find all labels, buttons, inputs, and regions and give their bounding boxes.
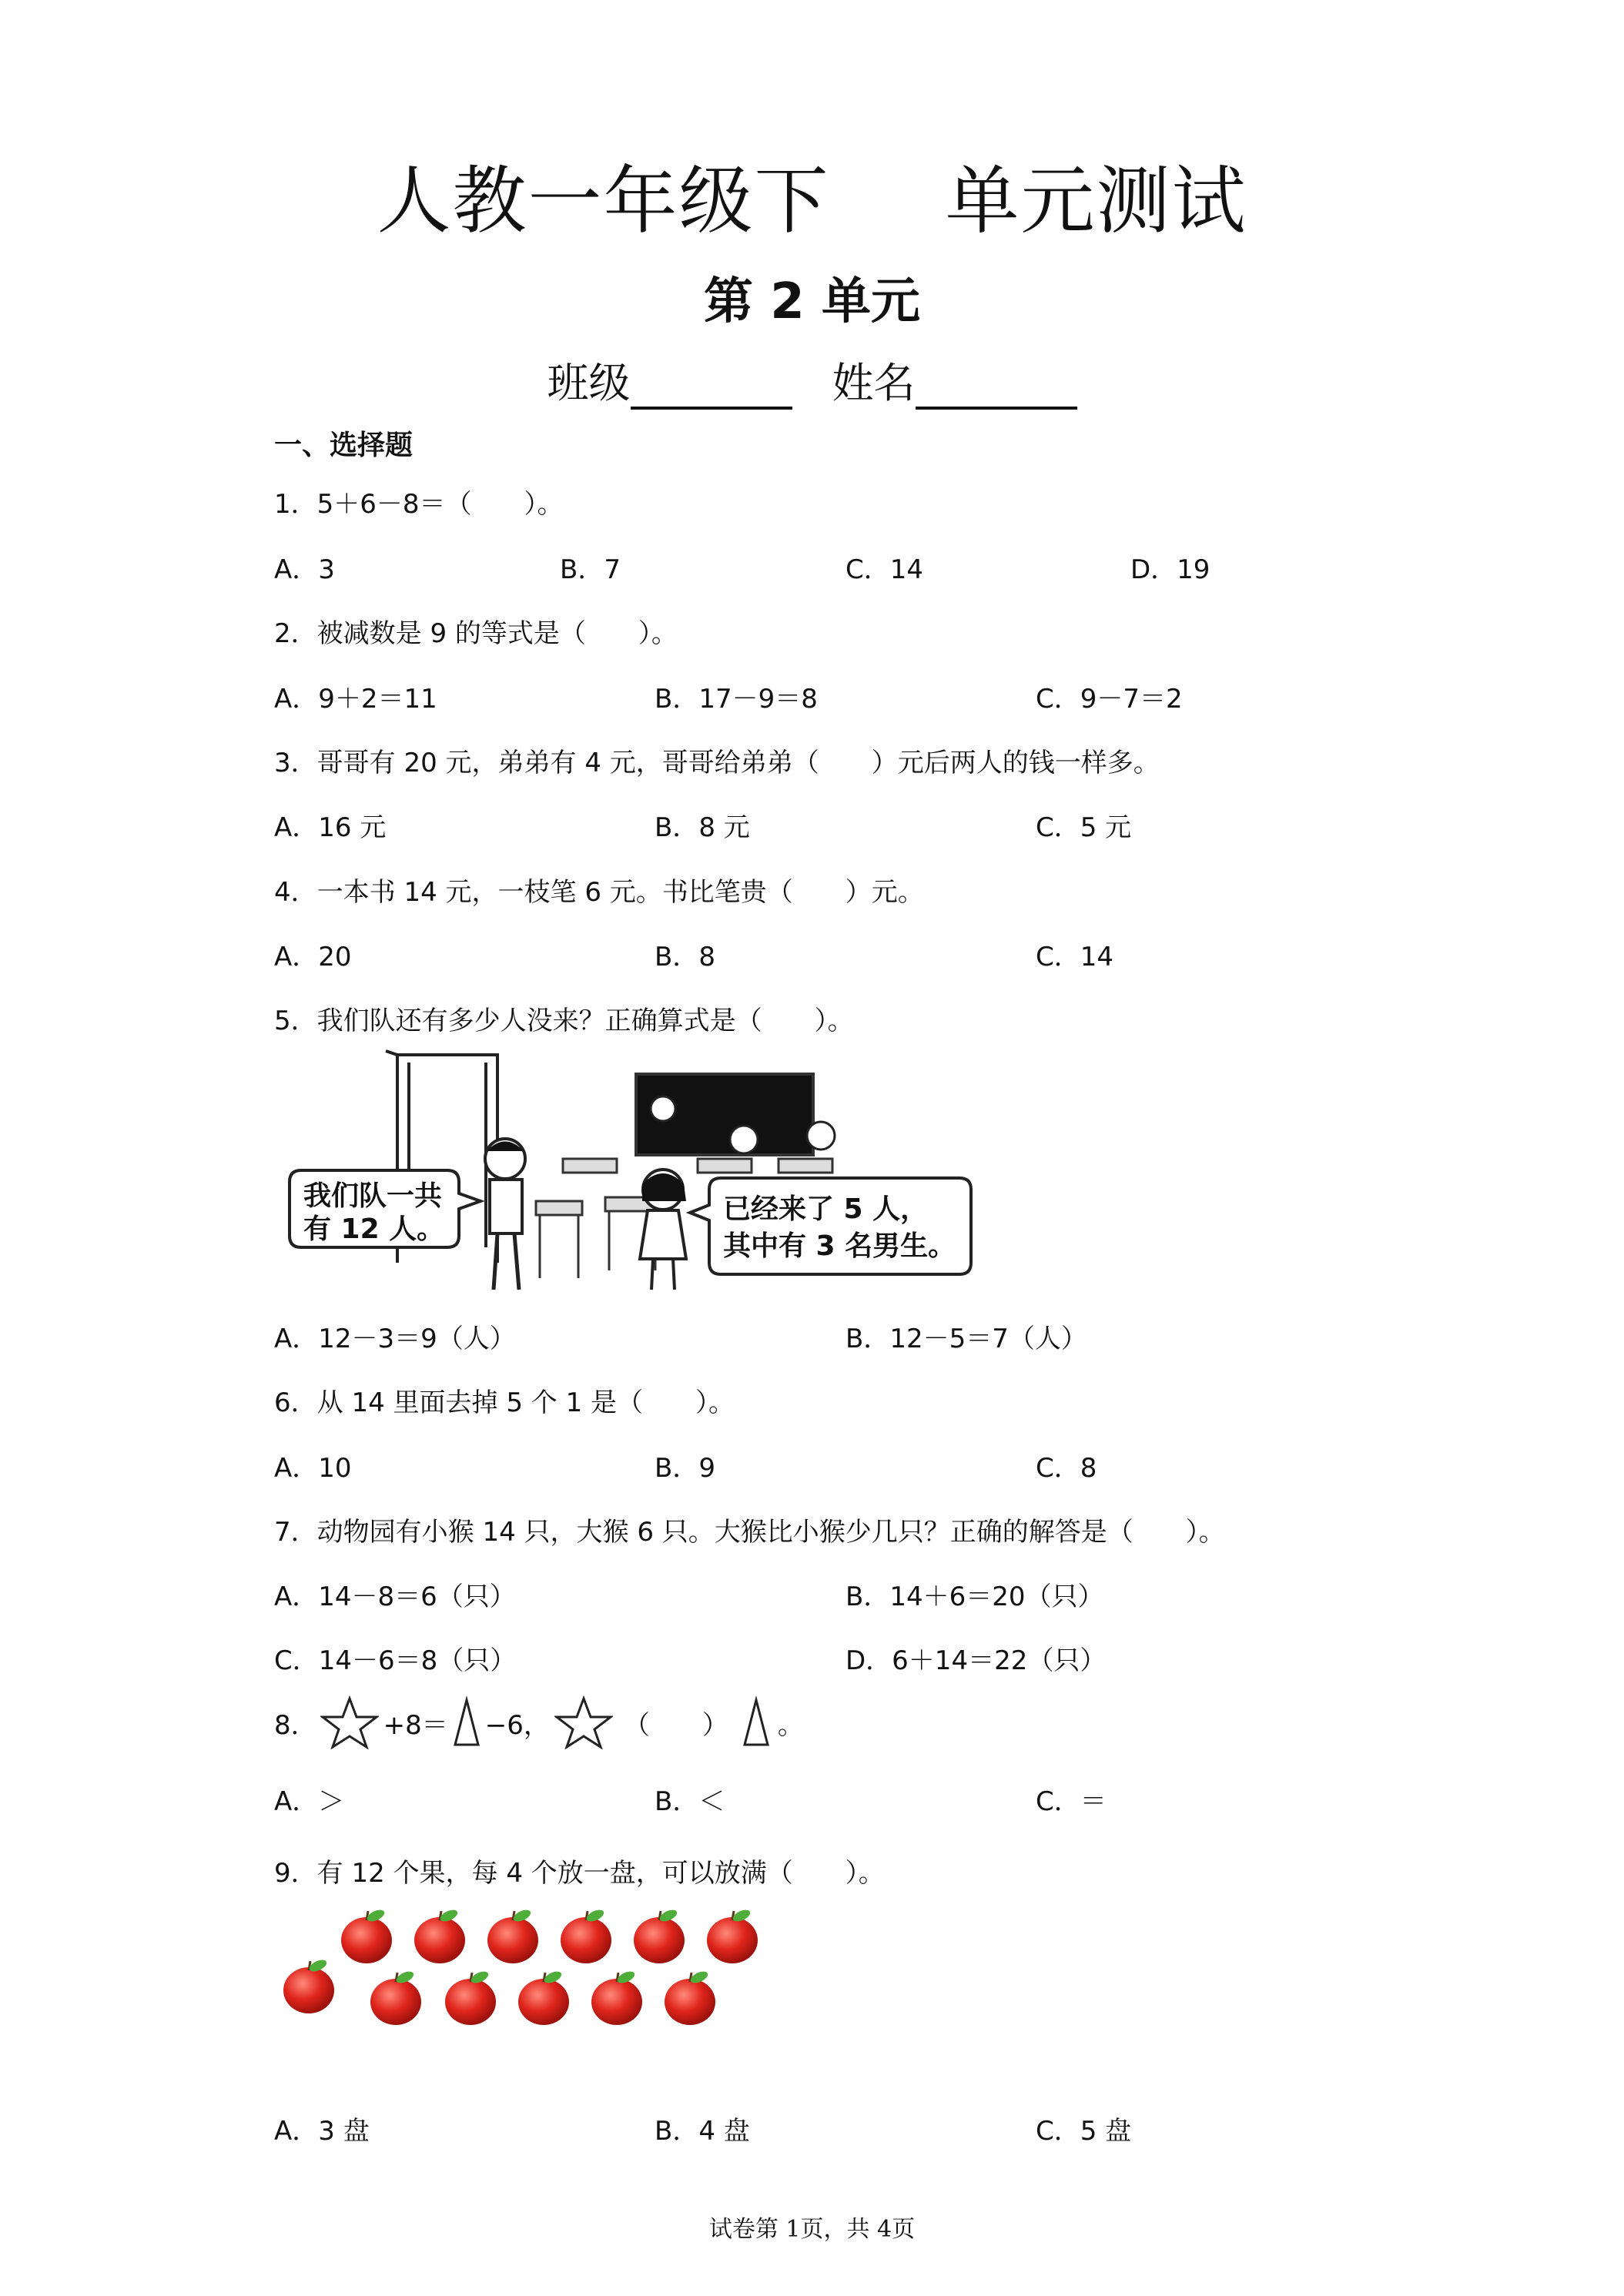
question-stem: 9．有 12 个果，每 4 个放一盘，可以放满（ ）。: [274, 1858, 885, 1889]
option[interactable]: C．8: [1036, 1453, 1097, 1484]
option[interactable]: B．14＋6＝20（只）: [845, 1581, 1104, 1612]
classroom-illustration: [282, 1047, 998, 1301]
option[interactable]: B．＜: [655, 1786, 725, 1817]
unit-subtitle: 第 2 单元: [703, 273, 921, 330]
question-stem: 2．被减数是 9 的等式是（ ）。: [274, 618, 678, 649]
triangle-icon: [741, 1695, 772, 1749]
boy-figure: [485, 1139, 525, 1290]
question-stem-symbols: [274, 1695, 804, 1749]
q8-number: 8．: [274, 1709, 317, 1741]
girl-figure: [640, 1170, 686, 1290]
title-part-2: 单元测试: [945, 158, 1247, 244]
page-title: [0, 142, 1624, 248]
option[interactable]: B．17－9＝8: [655, 684, 818, 715]
question-stem: 6．从 14 里面去掉 5 个 1 是（ ）。: [274, 1387, 735, 1418]
option[interactable]: C．5 盘: [1036, 2116, 1132, 2147]
apple: [591, 1969, 642, 2025]
apple: [634, 1907, 685, 1963]
option[interactable]: A．14－8＝6（只）: [274, 1581, 516, 1612]
section-title: 一、选择题: [274, 430, 414, 461]
option[interactable]: B．12－5＝7（人）: [845, 1324, 1087, 1354]
option[interactable]: C．14－6＝8（只）: [274, 1645, 517, 1676]
option[interactable]: B．8 元: [655, 812, 750, 843]
question-stem: 3．哥哥有 20 元，弟弟有 4 元，哥哥给弟弟（ ）元后两人的钱一样多。: [274, 748, 1160, 778]
apple: [561, 1907, 611, 1963]
option[interactable]: A．12－3＝9（人）: [274, 1324, 516, 1354]
star-icon: [554, 1695, 613, 1749]
triangle-icon: [451, 1695, 482, 1749]
option[interactable]: C．5 元: [1036, 812, 1132, 843]
apple: [283, 1957, 334, 2013]
bubble-left-line-1: 我们队一共: [303, 1180, 443, 1212]
option[interactable]: A．20: [274, 942, 352, 972]
q8-answer-blank: （ ）: [623, 1709, 728, 1741]
option[interactable]: A．10: [274, 1453, 352, 1484]
apple: [665, 1969, 715, 2025]
bubble-left-line-2: 有 12 人。: [303, 1213, 445, 1245]
option[interactable]: A．3: [274, 554, 335, 585]
option[interactable]: B．9: [655, 1453, 715, 1484]
option[interactable]: C．＝: [1036, 1786, 1107, 1817]
q8-plus-part: +8＝: [383, 1709, 448, 1741]
title-part-1: 人教一年级下: [377, 158, 830, 244]
page-footer: 试卷第 1页，共 4页: [708, 2216, 916, 2243]
option[interactable]: B．8: [655, 942, 715, 972]
apple: [487, 1907, 538, 1963]
option[interactable]: C．14: [845, 554, 924, 585]
question-stem: 1．5＋6－8＝（ ）。: [274, 489, 564, 520]
apple: [445, 1969, 496, 2025]
bubble-right-line-2: 其中有 3 名男生。: [723, 1230, 956, 1262]
bubble-right-line-1: 已经来了 5 人，: [723, 1193, 929, 1225]
option[interactable]: A．3 盘: [274, 2116, 370, 2147]
q8-end: 。: [777, 1709, 804, 1741]
option[interactable]: C．14: [1036, 942, 1114, 972]
question-stem: 4．一本书 14 元，一枝笔 6 元。书比笔贵（ ）元。: [274, 877, 924, 908]
option[interactable]: A．9＋2＝11: [274, 684, 437, 715]
apple: [518, 1969, 569, 2025]
apples-illustration: [282, 1902, 775, 2037]
q8-minus-part: −6，: [484, 1709, 550, 1741]
star-icon: [320, 1695, 379, 1749]
student-info-line: [0, 350, 1624, 410]
option[interactable]: A．＞: [274, 1786, 345, 1817]
name-blank[interactable]: [916, 366, 1077, 410]
apple: [414, 1907, 465, 1963]
name-label: 姓名: [832, 359, 916, 407]
class-blank[interactable]: [631, 366, 792, 410]
option[interactable]: C．9－7＝2: [1036, 684, 1183, 715]
option[interactable]: D．19: [1130, 554, 1210, 585]
apple: [370, 1969, 421, 2025]
option[interactable]: A．16 元: [274, 812, 387, 843]
option[interactable]: B．4 盘: [655, 2116, 750, 2147]
option[interactable]: B．7: [560, 554, 621, 585]
class-label: 班级: [547, 359, 631, 407]
option[interactable]: D．6＋14＝22（只）: [845, 1645, 1107, 1676]
question-stem: 7．动物园有小猴 14 只，大猴 6 只。大猴比小猴少几只？正确的解答是（ ）。: [274, 1517, 1225, 1548]
apple: [341, 1907, 392, 1963]
apple: [707, 1907, 758, 1963]
question-stem: 5．我们队还有多少人没来？正确算式是（ ）。: [274, 1006, 854, 1036]
